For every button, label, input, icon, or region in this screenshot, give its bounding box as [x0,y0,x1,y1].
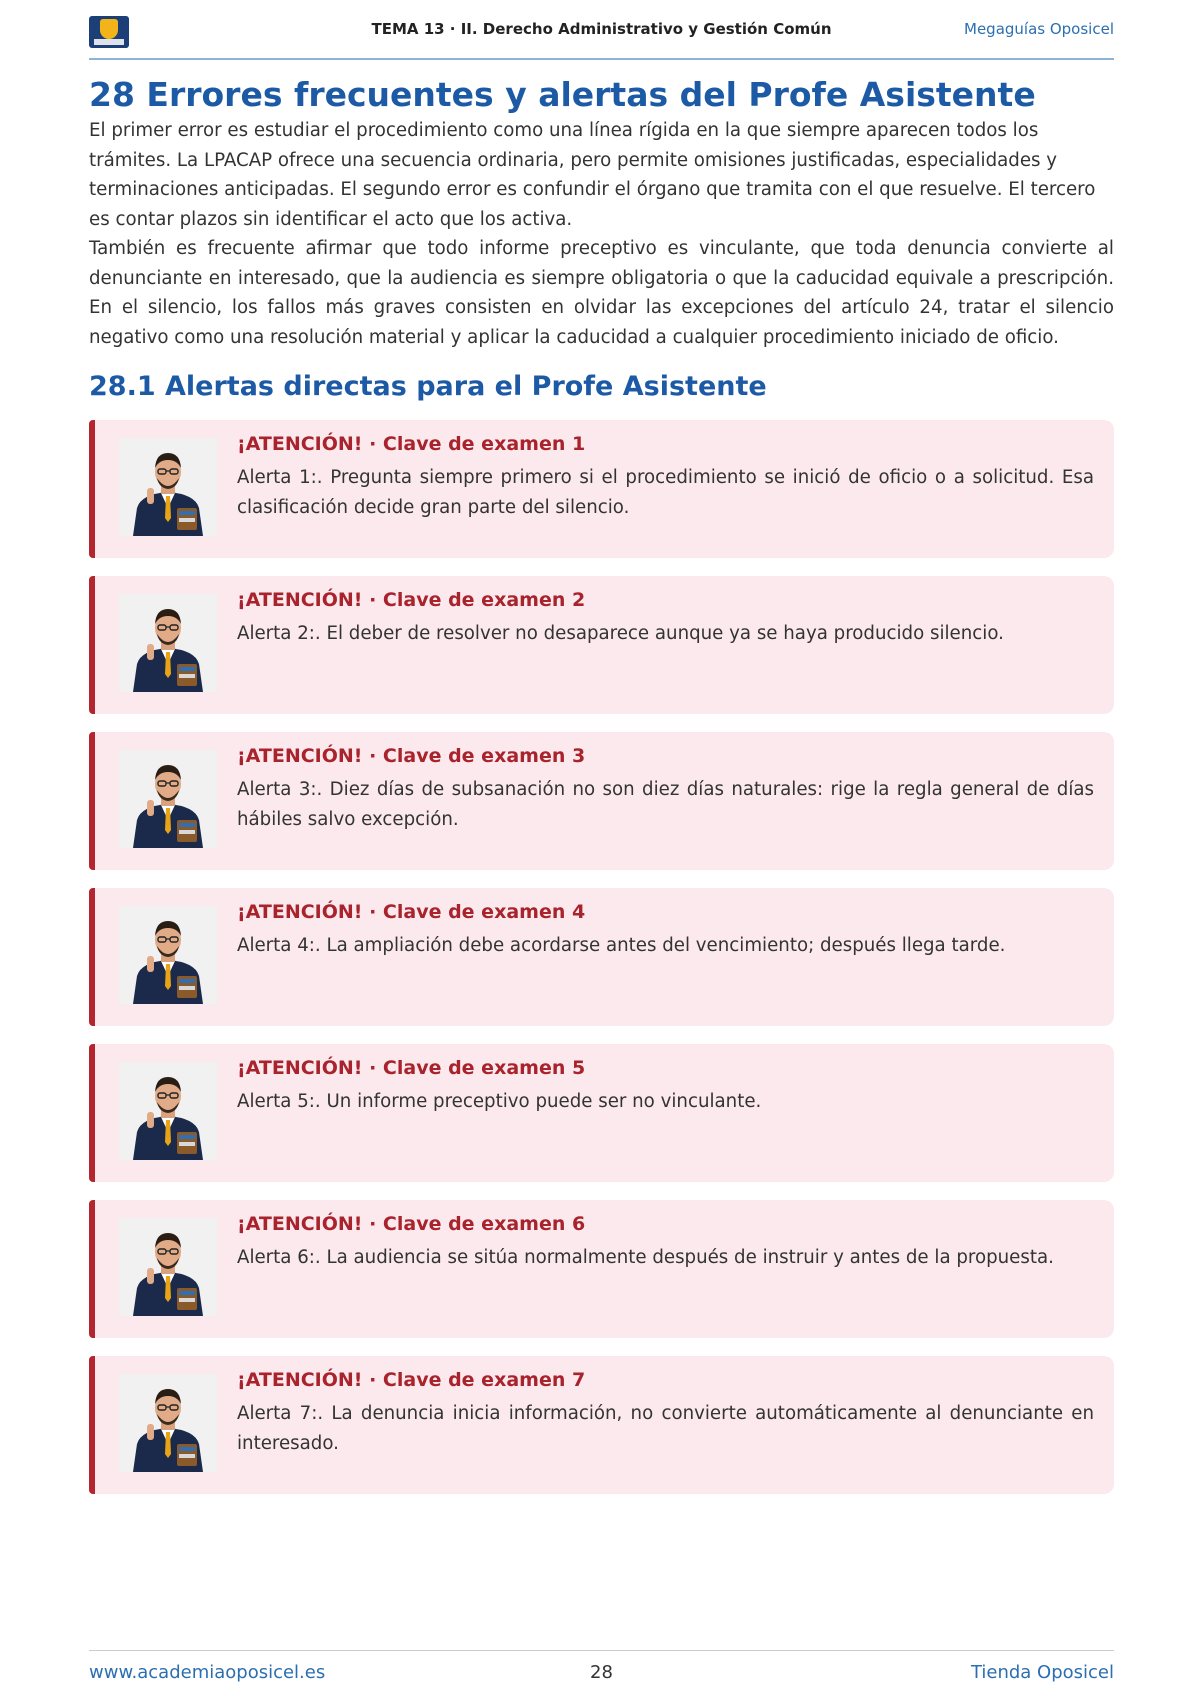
alert-box [89,888,1114,1026]
teacher-avatar-icon [119,750,217,848]
paragraph-1: El primer error es estudiar el procedimiento como una línea rígida en la que siempre aparecen todos los trámites. La LPACAP ofrece una secuencia ordinaria, pero permite omisiones justificadas, especialidades y terminaciones anticipadas. El segundo error es confundir el órgano que tramita con el que resuelve. El tercero es contar plazos sin identificar el acto que los activa. [89,120,1096,230]
alert-text: Alerta 2:. El deber de resolver no desaparece aunque ya se haya producido silencio. [237,623,1004,644]
page-footer [89,1650,1114,1691]
alert-title: ¡ATENCIÓN! · Clave de examen 4 [237,901,586,923]
alert-text: Alerta 4:. La ampliación debe acordarse antes del vencimiento; después llega tarde. [237,935,1006,956]
main-content [89,74,1114,1512]
teacher-avatar-icon [119,438,217,536]
subsection-title: 28.1 Alertas directas para el Profe Asistente [89,371,767,402]
alert-text: Alerta 7:. La denuncia inicia información, no convierte automáticamente al denunciante en interesado. [237,1403,1094,1454]
alerts-list [89,420,1114,1494]
alert-box [89,732,1114,870]
alert-box [89,1200,1114,1338]
header-brand: Megaguías Oposicel [964,20,1114,38]
section-title: 28 Errores frecuentes y alertas del Profe Asistente [89,75,1036,114]
alert-box [89,1356,1114,1494]
alert-text: Alerta 6:. La audiencia se sitúa normalmente después de instruir y antes de la propuesta. [237,1247,1054,1268]
alert-box [89,420,1114,558]
footer-store-link[interactable]: Tienda Oposicel [970,1662,1114,1683]
alert-box [89,576,1114,714]
alert-title: ¡ATENCIÓN! · Clave de examen 6 [237,1213,586,1235]
teacher-avatar-icon [119,906,217,1004]
page-number: 28 [590,1662,613,1683]
header-title: TEMA 13 · II. Derecho Administrativo y Gestión Común [371,20,832,38]
teacher-avatar-icon [119,1374,217,1472]
teacher-avatar-icon [119,594,217,692]
alert-title: ¡ATENCIÓN! · Clave de examen 5 [237,1057,586,1079]
alert-text: Alerta 3:. Diez días de subsanación no son diez días naturales: rige la regla general de días hábiles salvo excepción. [237,779,1094,830]
alert-text: Alerta 1:. Pregunta siempre primero si el procedimiento se inició de oficio o a solicitud. Esa clasificación decide gran parte del silencio. [237,467,1094,518]
alert-title: ¡ATENCIÓN! · Clave de examen 7 [237,1369,586,1391]
alert-title: ¡ATENCIÓN! · Clave de examen 3 [237,745,586,767]
alert-box [89,1044,1114,1182]
alert-title: ¡ATENCIÓN! · Clave de examen 2 [237,589,586,611]
footer-website-link[interactable]: www.academiaoposicel.es [89,1662,326,1683]
teacher-avatar-icon [119,1062,217,1160]
teacher-avatar-icon [119,1218,217,1316]
alert-text: Alerta 5:. Un informe preceptivo puede ser no vinculante. [237,1091,762,1112]
page-header [89,14,1114,60]
paragraph-2: También es frecuente afirmar que todo informe preceptivo es vinculante, que toda denuncia convierte al denunciante en interesado, que la audiencia es siempre obligatoria o que la caducidad equivale a prescripción. En el silencio, los fallos más graves consisten en olvidar las excepciones del artículo 24, tratar el silencio negativo como una resolución material y aplicar la caducidad a cualquier procedimiento iniciado de oficio. [89,238,1114,348]
alert-title: ¡ATENCIÓN! · Clave de examen 1 [237,433,586,455]
